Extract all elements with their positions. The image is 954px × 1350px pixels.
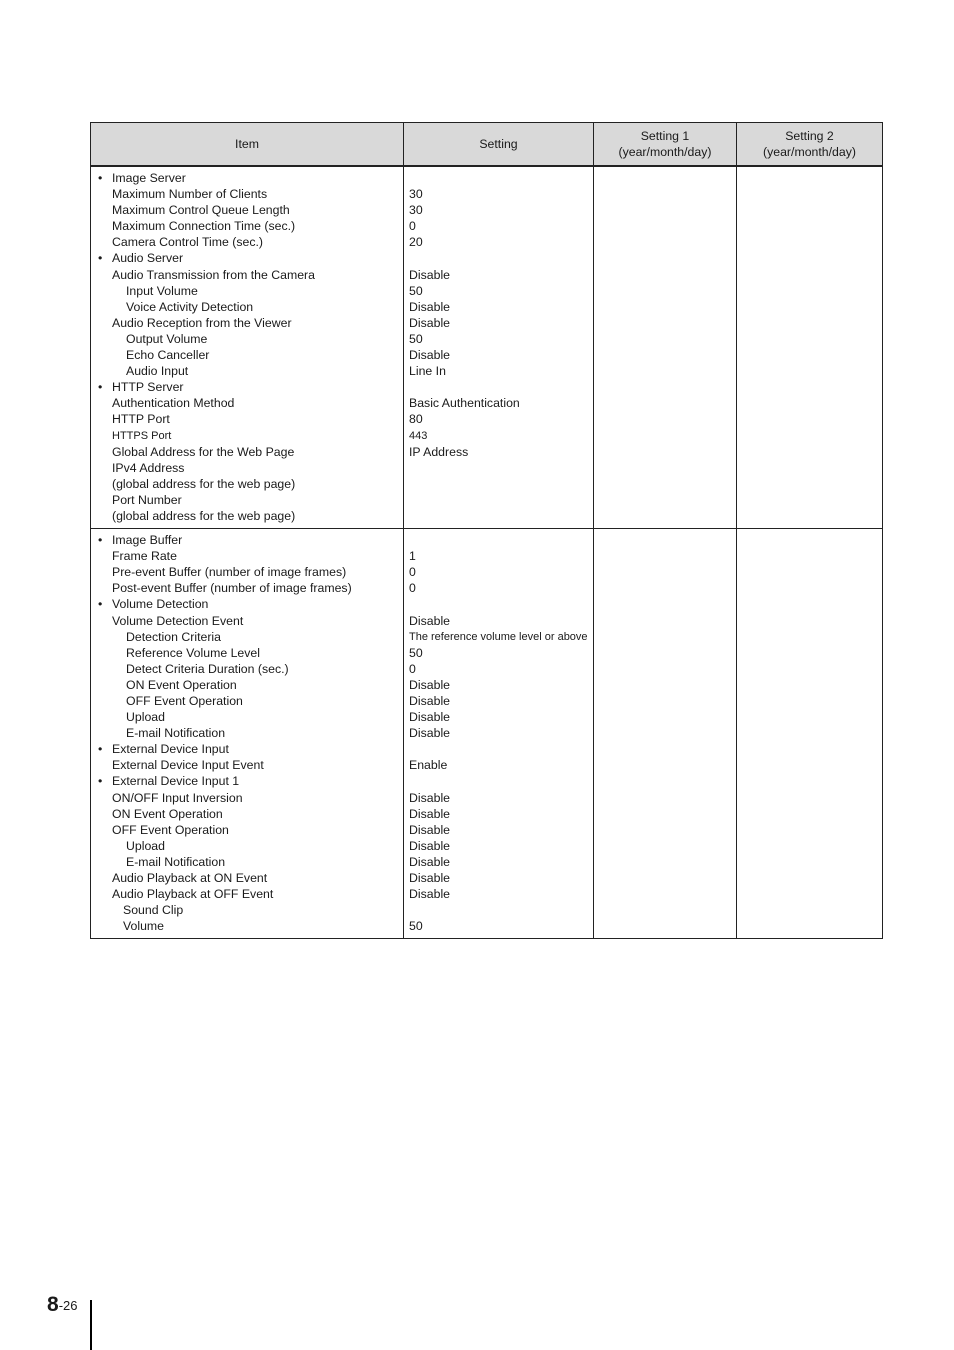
section-heading-label: Audio Server [112, 251, 184, 266]
item-label: HTTPS Port [112, 429, 172, 442]
section-heading-label: Image Server [112, 171, 186, 185]
item-label: IPv4 Address [112, 460, 185, 475]
item-label: Sound Clip [123, 903, 184, 918]
table-section-row [91, 166, 883, 529]
setting-value: 0 [409, 661, 416, 676]
setting-value: Disable [409, 726, 451, 741]
section-heading-label: Volume Detection [112, 597, 209, 612]
item-label: Maximum Number of Clients [112, 187, 268, 202]
setting-value: Disable [409, 613, 451, 628]
item-label: Input Volume [126, 283, 198, 298]
setting-value [409, 460, 593, 476]
item-label: Audio Playback at ON Event [112, 871, 268, 886]
item-label: ON Event Operation [126, 677, 237, 692]
item-label: Global Address for the Web Page [112, 444, 295, 459]
settings-table [90, 122, 883, 939]
item-label: ON/OFF Input Inversion [112, 790, 243, 805]
section-heading [97, 532, 403, 548]
setting-value: 20 [409, 235, 423, 250]
setting-value: 0 [409, 219, 416, 234]
section-heading-label: External Device Input 1 [112, 774, 240, 789]
bullet-icon: • [98, 251, 103, 266]
item-label: Frame Rate [112, 549, 177, 564]
setting-value: 443 [409, 429, 428, 442]
section-heading [97, 741, 403, 757]
setting-value [409, 170, 593, 186]
setting-value: Disable [409, 871, 451, 886]
bullet-icon: • [98, 380, 103, 395]
header-setting-2 [737, 123, 883, 167]
header-setting-2-title: Setting 2 [785, 129, 834, 143]
setting-value: Disable [409, 677, 451, 692]
setting-value: Disable [409, 348, 451, 363]
setting-value: Disable [409, 790, 451, 805]
section-heading [97, 170, 403, 186]
setting-value: 30 [409, 203, 423, 218]
item-label: (global address for the web page) [112, 508, 296, 523]
item-label: Pre-event Buffer (number of image frames) [112, 565, 347, 580]
setting-value: 50 [409, 645, 423, 660]
item-label: ON Event Operation [112, 806, 223, 821]
section-heading-label: Image Buffer [112, 533, 183, 548]
setting-value: Disable [409, 838, 451, 853]
setting-value [409, 250, 593, 266]
item-label: Audio Playback at OFF Event [112, 887, 274, 902]
setting-2-cell [737, 166, 883, 529]
section-heading-label: HTTP Server [112, 380, 184, 395]
item-label: Authentication Method [112, 396, 235, 411]
section-heading [97, 596, 403, 612]
page-number-rule [90, 1300, 92, 1350]
item-label: External Device Input Event [112, 758, 264, 773]
item-label: Camera Control Time (sec.) [112, 235, 264, 250]
setting-value [409, 773, 593, 789]
page-suffix: -26 [58, 1298, 78, 1313]
table-section-row [91, 529, 883, 939]
setting-value: IP Address [409, 444, 469, 459]
section-heading [97, 250, 403, 266]
item-label: Output Volume [126, 331, 208, 346]
setting-value [409, 379, 593, 395]
item-label: Port Number [112, 492, 182, 507]
setting-value [409, 492, 593, 508]
setting-cell [404, 166, 594, 529]
item-label: Maximum Connection Time (sec.) [112, 219, 296, 234]
item-label: Audio Reception from the Viewer [112, 315, 292, 330]
bullet-icon: • [98, 774, 103, 789]
item-label: OFF Event Operation [126, 694, 243, 708]
setting-value [409, 902, 593, 918]
bullet-icon: • [98, 597, 103, 612]
setting-value: Disable [409, 710, 451, 725]
item-label: Audio Input [126, 364, 189, 379]
item-label: Volume Detection Event [112, 613, 244, 628]
setting-value: Disable [409, 299, 451, 314]
setting-value: Disable [409, 694, 451, 708]
setting-value: Disable [409, 887, 451, 902]
setting-value: The reference volume level or above [409, 630, 588, 643]
setting-value: 80 [409, 412, 423, 427]
setting-value [409, 741, 593, 757]
item-label: Reference Volume Level [126, 645, 260, 660]
setting-value [409, 476, 593, 492]
item-label: E-mail Notification [126, 854, 226, 869]
chapter-number: 8 [47, 1293, 59, 1316]
setting-value: Enable [409, 758, 448, 773]
page-number [47, 1294, 77, 1316]
setting-value [409, 596, 593, 612]
setting-value: Disable [409, 267, 451, 282]
header-setting: Setting [404, 123, 594, 167]
section-heading [97, 379, 403, 395]
item-label: HTTP Port [112, 412, 170, 427]
setting-value: Disable [409, 315, 451, 330]
setting-value: Disable [409, 854, 451, 869]
setting-cell [404, 529, 594, 939]
setting-value: Line In [409, 364, 446, 379]
bullet-icon: • [98, 742, 103, 757]
setting-value: 50 [409, 919, 423, 934]
item-label: Post-event Buffer (number of image frames) [112, 581, 352, 596]
setting-value [409, 532, 593, 548]
header-setting-1-subtitle: (year/month/day) [618, 145, 712, 159]
setting-value [409, 508, 593, 524]
setting-value: 30 [409, 187, 423, 202]
item-label: OFF Event Operation [112, 822, 229, 837]
bullet-icon: • [98, 533, 103, 548]
header-setting-2-subtitle: (year/month/day) [763, 145, 856, 159]
bullet-icon: • [98, 171, 103, 185]
header-setting-1 [594, 123, 737, 167]
item-label: Upload [126, 838, 165, 853]
item-label: Audio Transmission from the Camera [112, 267, 315, 282]
item-label: Detect Criteria Duration (sec.) [126, 661, 289, 676]
header-item: Item [91, 123, 404, 167]
item-label: (global address for the web page) [112, 476, 296, 491]
item-cell [91, 166, 404, 529]
item-label: Maximum Control Queue Length [112, 203, 290, 218]
item-label: E-mail Notification [126, 726, 226, 741]
setting-2-cell [737, 529, 883, 939]
item-label: Voice Activity Detection [126, 299, 254, 314]
item-cell [91, 529, 404, 939]
section-heading-label: External Device Input [112, 742, 229, 757]
setting-1-cell [594, 529, 737, 939]
item-label: Upload [126, 710, 165, 725]
setting-value: Disable [409, 822, 451, 837]
setting-1-cell [594, 166, 737, 529]
section-heading [97, 773, 403, 789]
table-header-row [91, 123, 883, 167]
setting-value: 50 [409, 283, 423, 298]
header-setting-1-title: Setting 1 [640, 129, 690, 143]
setting-value: 50 [409, 331, 423, 346]
setting-value: Disable [409, 806, 451, 821]
item-label: Detection Criteria [126, 629, 221, 644]
setting-value: 0 [409, 581, 416, 596]
item-label: Echo Canceller [126, 348, 210, 363]
setting-value: Basic Authentication [409, 396, 520, 411]
item-label: Volume [123, 919, 165, 934]
setting-value: 0 [409, 565, 416, 580]
setting-value: 1 [409, 549, 416, 564]
